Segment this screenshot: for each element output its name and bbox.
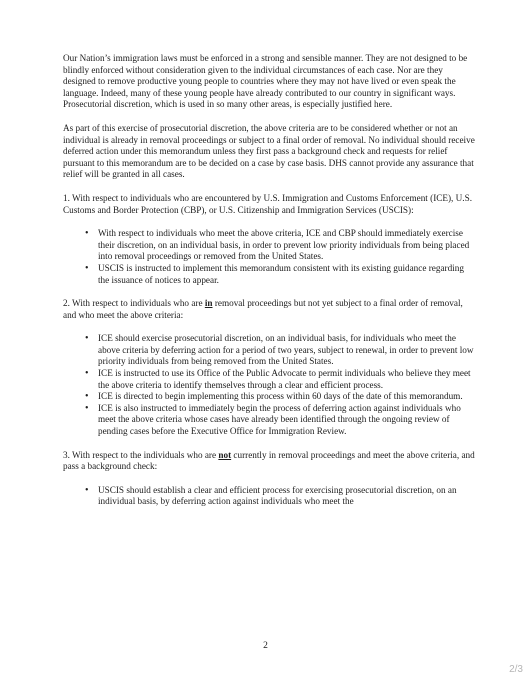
list-item: • ICE is also instructed to immediately begin the process of deferring action against individuals who meet the above criteria whose cases have already been identified through the ongoing review of pending cases before the Executive Office for Immigration Review.: [63, 403, 477, 438]
paragraph-criteria: As part of this exercise of prosecutorial discretion, the above criteria are to be considered whether or not an individual is already in removal proceedings or subject to a final order of removal. No individual should receive deferred action under this memorandum unless they first pass a background check and requests for relief pursuant to this memorandum are to be decided on a case by case basis. DHS cannot provide any assurance that relief will be granted in all cases.: [63, 122, 475, 180]
paragraph-intro: Our Nation’s immigration laws must be enforced in a strong and sensible manner. They are not designed to be blindly enforced without consideration given to the individual circumstances of each case. Nor are they designed to remove productive young people to countries where they may not have lived or even speak the language. Indeed, many of these young people have already contributed to our country in significant ways. Prosecutorial discretion, which is used in so many other areas, is especially justified here.: [63, 53, 468, 110]
page-indicator: 2/3: [509, 664, 523, 675]
section-2-intro: [63, 298, 477, 321]
section-3-intro-text: 3. With respect to the individuals who are: [63, 449, 219, 460]
emphasis-not: not: [218, 449, 232, 460]
section-3-intro-text-after: currently in removal proceedings and meet the above criteria, and pass a background check:: [63, 449, 475, 472]
list-item: • ICE is instructed to use its Office of the Public Advocate to permit individuals who believe they meet the above criteria to identify themselves through a clear and efficient process.: [63, 368, 477, 391]
list-item: • With respect to individuals who meet the above criteria, ICE and CBP should immediately exercise their discretion, on an individual basis, in order to prevent low priority individuals from being placed into removal proceedings or removed from the United States.: [63, 228, 477, 263]
section-2-intro-text: 2. With respect to individuals who are: [63, 298, 205, 309]
section-2-intro-text-after: removal proceedings but not yet subject to a final order of removal, and who meet the above criteria:: [63, 298, 463, 320]
list-item: • USCIS is instructed to implement this memorandum consistent with its existing guidance regarding the issuance of notices to appear.: [63, 263, 477, 286]
list-item: • ICE should exercise prosecutorial discretion, on an individual basis, for individuals who meet the above criteria by deferring action for a period of two years, subject to renewal, in order to prevent low priority individuals from being removed from the United States.: [63, 333, 477, 368]
page-number: 2: [263, 641, 268, 651]
section-3-intro: [63, 450, 477, 473]
list-item: • ICE is directed to begin implementing this process within 60 days of the date of this memorandum.: [63, 391, 477, 403]
emphasis-in: in: [204, 298, 213, 309]
section-3-list: [63, 485, 477, 508]
section-2-list: [63, 333, 477, 437]
section-1-intro: 1. With respect to individuals who are encountered by U.S. Immigration and Customs Enforcement (ICE), U.S. Customs and Border Protection (CBP), or U.S. Citizenship and Immigration Services (USCIS):: [63, 192, 472, 215]
document-body: [63, 53, 477, 520]
list-item: • USCIS should establish a clear and efficient process for exercising prosecutorial discretion, on an individual basis, by deferring action against individuals who meet the: [63, 485, 477, 508]
section-1-list: [63, 228, 477, 286]
